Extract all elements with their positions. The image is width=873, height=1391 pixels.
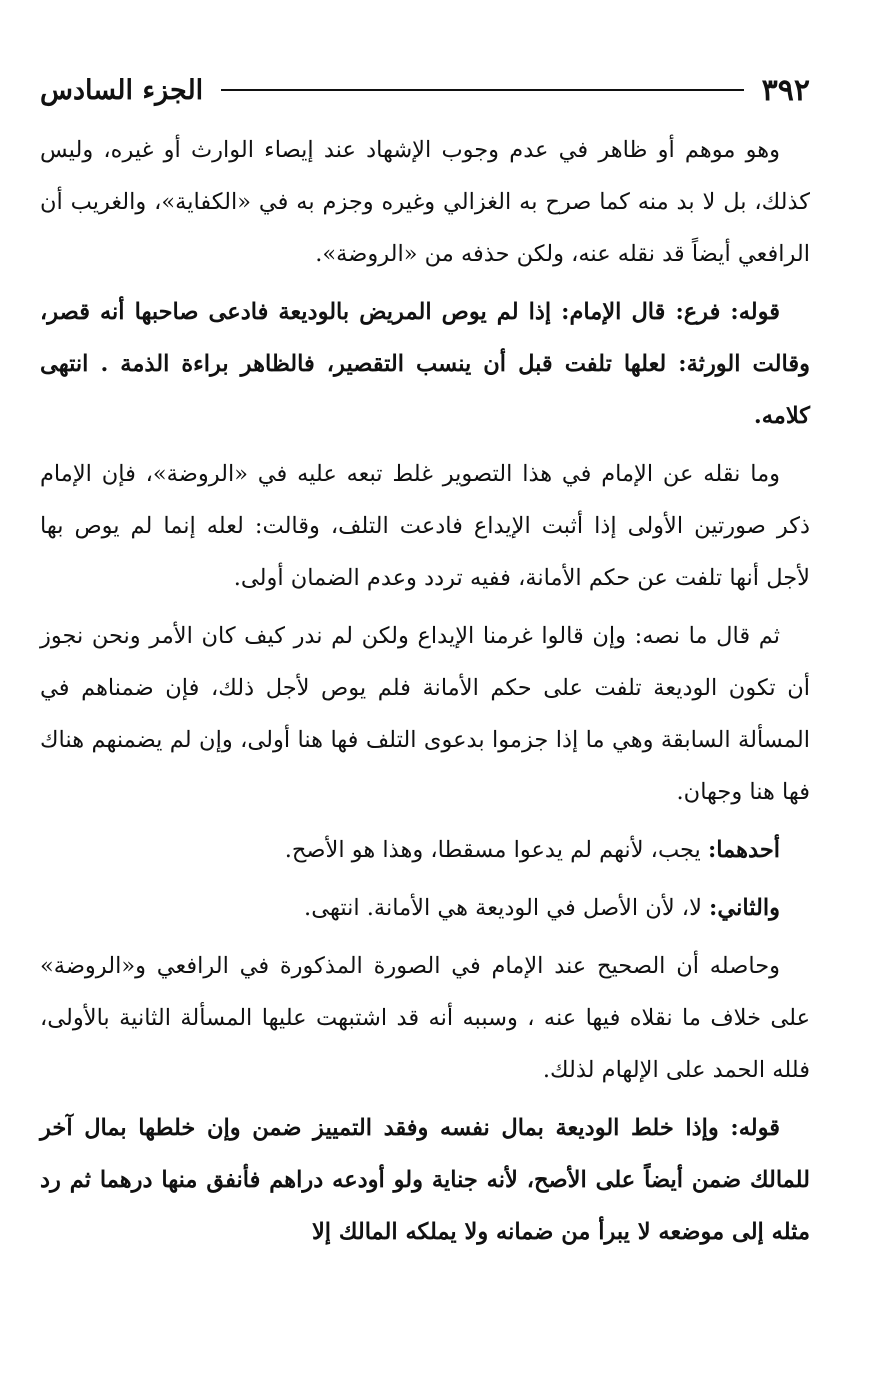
term-second: والثاني:	[709, 895, 780, 921]
term-first: أحدهما:	[707, 837, 780, 863]
page-header	[40, 62, 810, 118]
paragraph-6-second-view	[40, 882, 810, 934]
header-rule	[221, 89, 743, 91]
paragraph-2-bold-quote: قوله: فرع: قال الإمام: إذا لم يوص المريض بالوديعة فادعى صاحبها أنه قصر، وقالت الورثة: لعلها تلفت قبل أن ينسب التقصير، فالظاهر براءة الذمة . انتهى كلامه.	[40, 299, 810, 429]
paragraph-1: وهو موهم أو ظاهر في عدم وجوب الإشهاد عند إيصاء الوارث أو غيره، وليس كذلك، بل لا بد منه كما صرح به الغزالي وغيره وجزم به في «الكفاية»، والغريب أن الرافعي أيضاً قد نقله عنه، ولكن حذفه من «الروضة».	[40, 137, 810, 267]
page-number: ٣٩٢	[761, 72, 810, 108]
paragraph-5-text: يجب، لأنهم لم يدعوا مسقطا، وهذا هو الأصح.	[284, 837, 708, 863]
paragraph-6-text: لا، لأن الأصل في الوديعة هي الأمانة. انتهى.	[304, 895, 710, 921]
paragraph-7: وحاصله أن الصحيح عند الإمام في الصورة المذكورة في الرافعي و«الروضة» على خلاف ما نقلاه فيها عنه ، وسببه أنه قد اشتبهت عليها المسألة الثانية بالأولى، فلله الحمد على الإلهام لذلك.	[40, 953, 810, 1083]
paragraph-3: وما نقله عن الإمام في هذا التصوير غلط تبعه عليه في «الروضة»، فإن الإمام ذكر صورتين الأولى إذا أثبت الإيداع فادعت التلف، وقالت: لعله إنما لم يوص بها لأجل أنها تلفت عن حكم الأمانة، ففيه تردد وعدم الضمان أولى.	[40, 461, 810, 591]
paragraph-8-bold-quote: قوله: وإذا خلط الوديعة بمال نفسه وفقد التمييز ضمن وإن خلطها بمال آخر للمالك ضمن أيضاً على الأصح، لأنه جناية ولو أودعه دراهم فأنفق منها درهما ثم رد مثله إلى موضعه لا يبرأ من ضمانه ولا يملكه المالك إلا	[40, 1115, 810, 1245]
paragraph-4: ثم قال ما نصه: وإن قالوا غرمنا الإيداع ولكن لم ندر كيف كان الأمر ونحن نجوز أن تكون الوديعة تلفت على حكم الأمانة فلم يوص لأجل ذلك، فإن ضمناهم في المسألة السابقة وهي ما إذا جزموا بدعوى التلف فها هنا أولى، وإن لم يضمنهم هناك فها هنا وجهان.	[40, 623, 810, 805]
paragraph-5-first-view	[40, 824, 810, 876]
document-page	[40, 62, 810, 1264]
running-title: الجزء السادس	[40, 74, 204, 106]
